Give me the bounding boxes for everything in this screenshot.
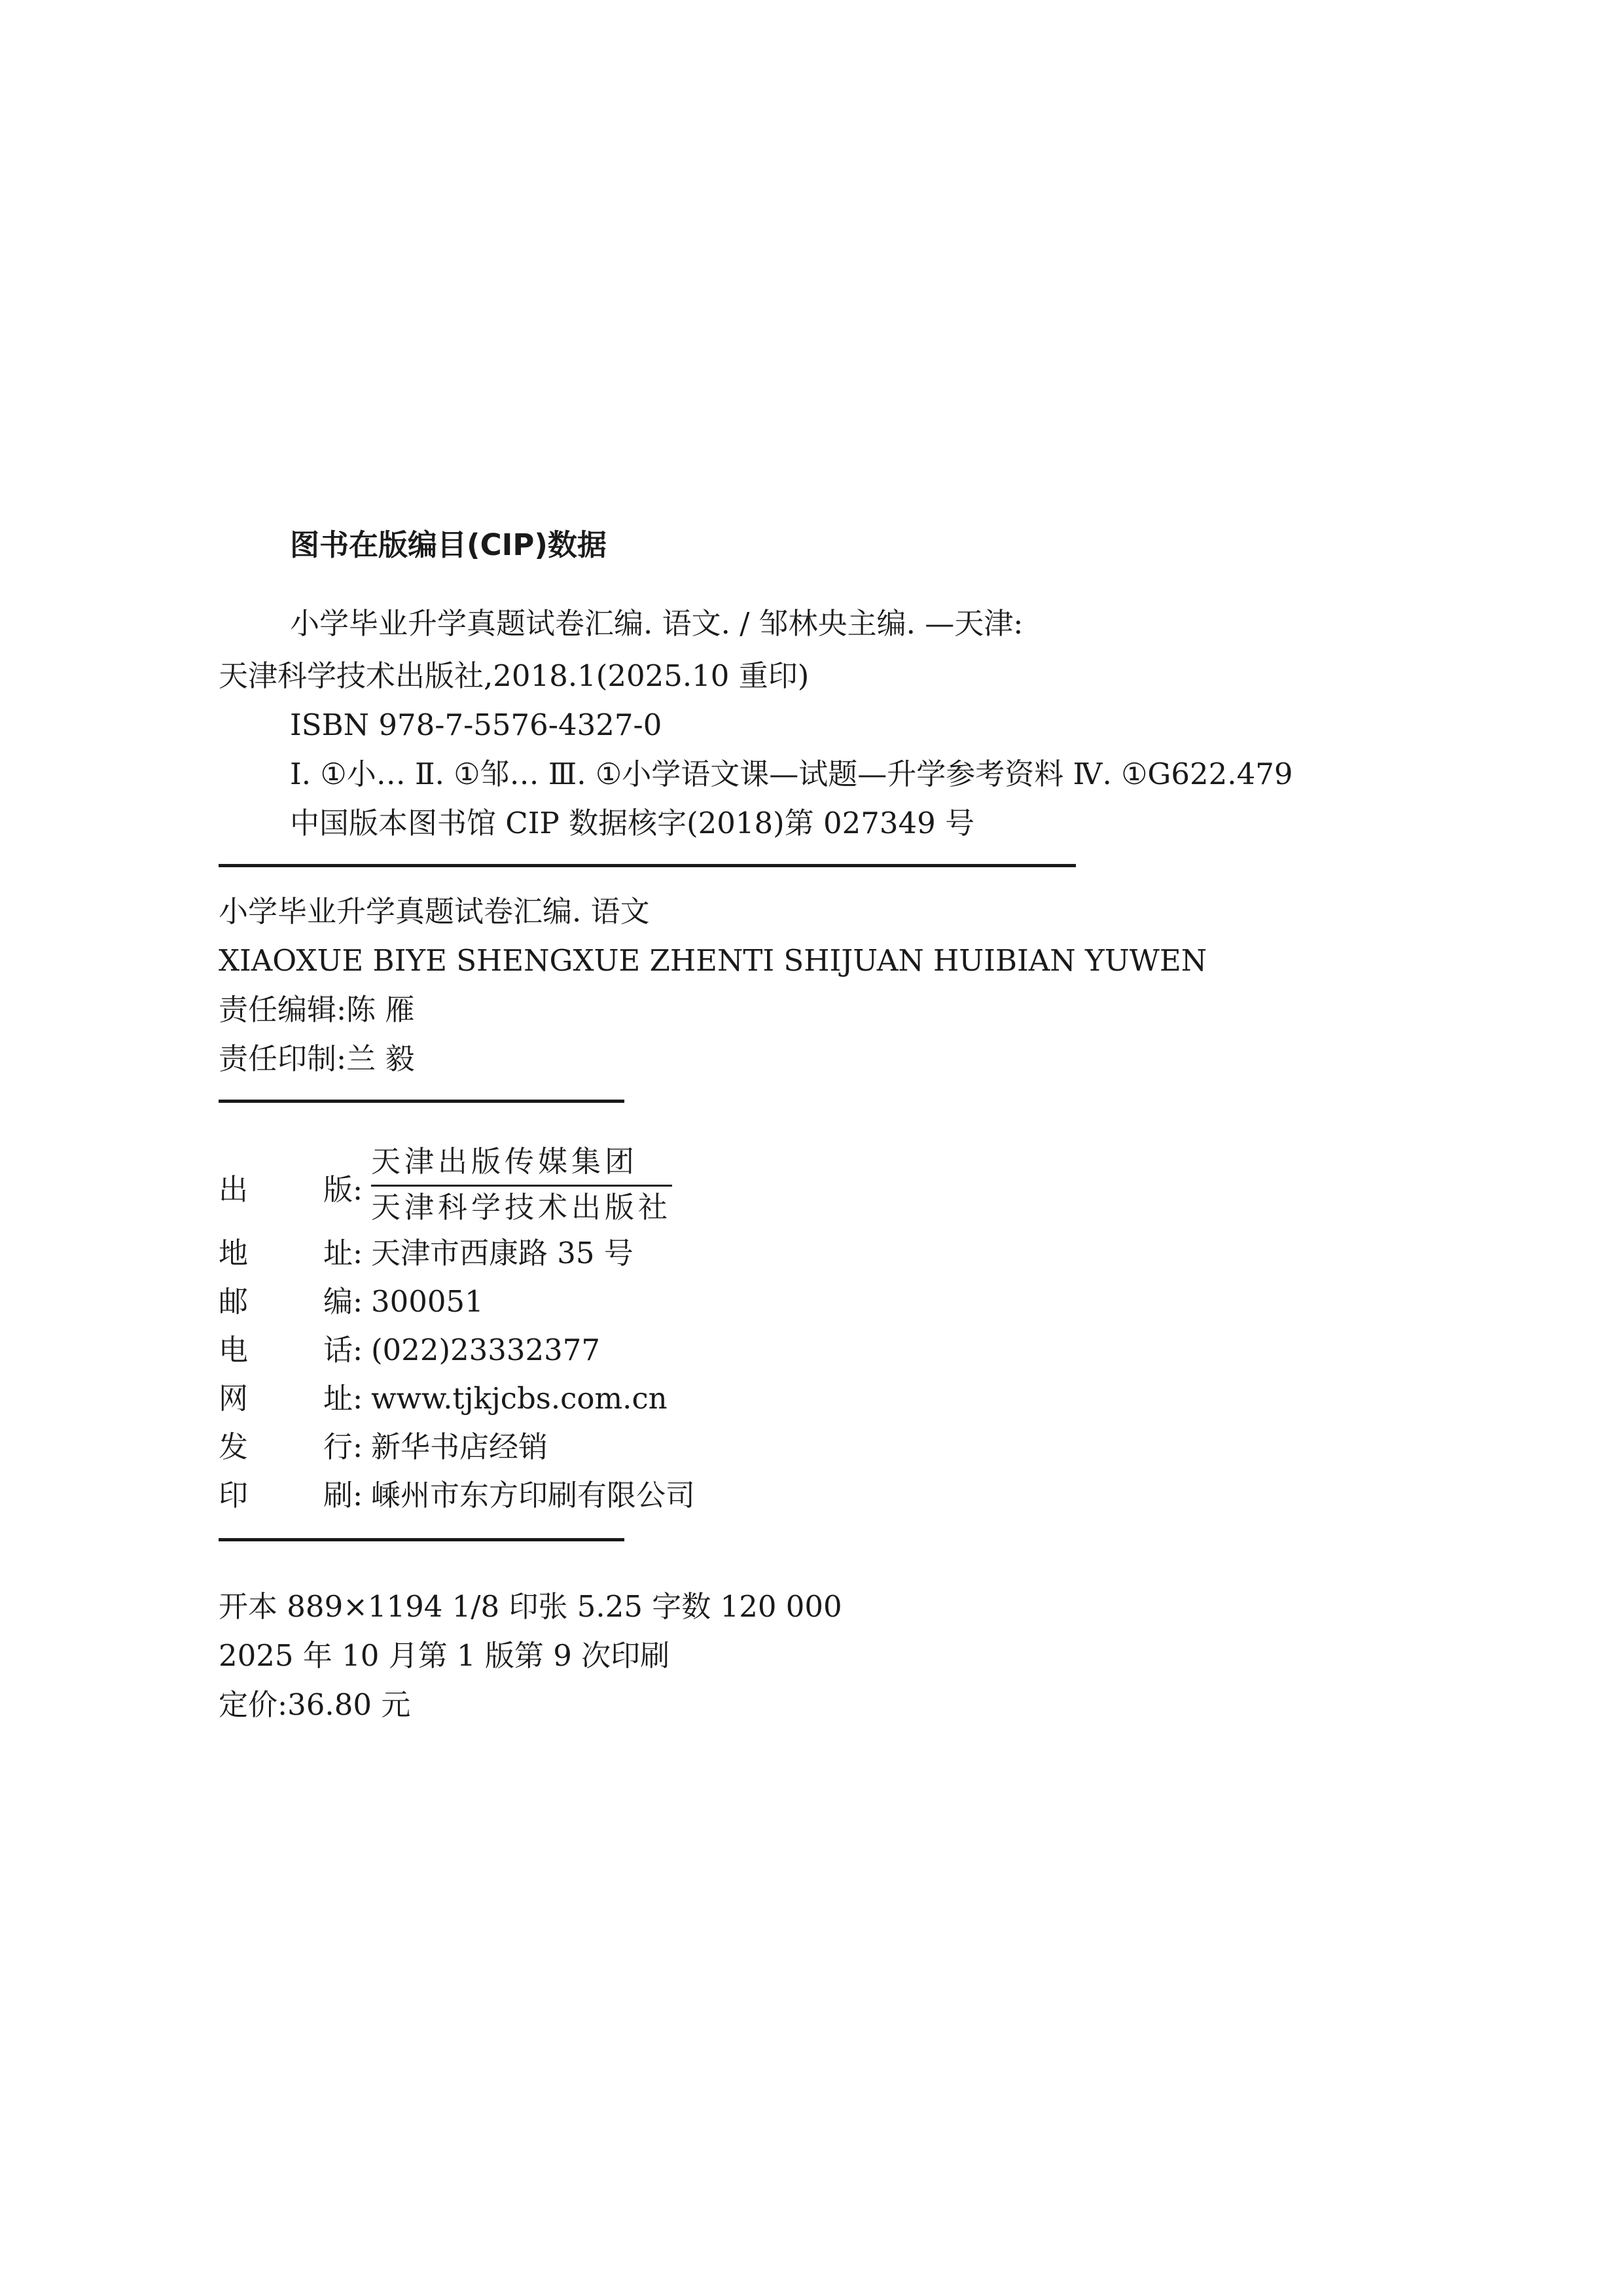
- format-specs: 开本 889×1194 1/8 印张 5.25 字数 120 000: [219, 1589, 842, 1624]
- label-char: 发: [219, 1429, 249, 1464]
- label-char: 邮: [219, 1284, 249, 1319]
- divider-rule: [219, 864, 1076, 867]
- edition-info: 2025 年 10 月第 1 版第 9 次印刷: [219, 1638, 670, 1673]
- label-char: 行:: [323, 1429, 363, 1464]
- printer-value: 嵊州市东方印刷有限公司: [371, 1478, 696, 1513]
- publisher-stack: [371, 1144, 679, 1225]
- label-char: 电: [219, 1333, 249, 1367]
- divider-rule: [219, 1538, 624, 1541]
- label-char: 刷:: [323, 1478, 363, 1513]
- postcode-value: 300051: [371, 1284, 484, 1319]
- publish-label: [219, 1172, 369, 1208]
- address-value: 天津市西康路 35 号: [371, 1236, 633, 1270]
- website-row: [219, 1381, 1004, 1416]
- label-char: 话:: [323, 1333, 363, 1367]
- website-value: www.tjkjcbs.com.cn: [371, 1381, 668, 1416]
- distribution-row: [219, 1429, 1004, 1465]
- distribution-value: 新华书店经销: [371, 1429, 548, 1464]
- label-char: 出: [219, 1172, 249, 1207]
- divider-rule: [219, 1100, 624, 1103]
- label-char: 印: [219, 1478, 249, 1513]
- cip-entry-line-2: 天津科学技术出版社,2018.1(2025.10 重印): [219, 658, 810, 693]
- address-row: [219, 1238, 1004, 1271]
- label-char: 址:: [323, 1381, 363, 1416]
- label-char: 编:: [323, 1284, 363, 1319]
- cip-entry-line-1: 小学毕业升学真题试卷汇编. 语文. / 邹林央主编. —天津:: [290, 606, 1024, 641]
- publisher-group: 天津出版传媒集团: [371, 1144, 639, 1179]
- phone-value: (022)23332377: [371, 1333, 601, 1367]
- price: 定价:36.80 元: [219, 1687, 411, 1722]
- publisher-underline: [371, 1185, 672, 1187]
- label-char: 版:: [323, 1172, 363, 1207]
- phone-row: [219, 1335, 1004, 1368]
- cip-heading: 图书在版编目(CIP)数据: [290, 528, 607, 562]
- cip-verification: 中国版本图书馆 CIP 数据核字(2018)第 027349 号: [290, 806, 975, 840]
- label-char: 地: [219, 1236, 249, 1270]
- cip-subjects: Ⅰ. ①小… Ⅱ. ①邹… Ⅲ. ①小学语文课—试题—升学参考资料 Ⅳ. ①G622.479: [290, 757, 1293, 791]
- printer-row: [219, 1480, 1004, 1513]
- postcode-row: [219, 1284, 1004, 1319]
- label-char: 网: [219, 1381, 249, 1416]
- printing-supervisor: 责任印制:兰 毅: [219, 1041, 415, 1076]
- responsible-editor: 责任编辑:陈 雁: [219, 992, 415, 1027]
- isbn: ISBN 978-7-5576-4327-0: [290, 708, 662, 742]
- label-char: 址:: [323, 1236, 363, 1270]
- book-title-pinyin: XIAOXUE BIYE SHENGXUE ZHENTI SHIJUAN HUIBIAN YUWEN: [219, 943, 1207, 978]
- book-title-cn: 小学毕业升学真题试卷汇编. 语文: [219, 894, 650, 929]
- publisher-house: 天津科学技术出版社: [371, 1190, 672, 1225]
